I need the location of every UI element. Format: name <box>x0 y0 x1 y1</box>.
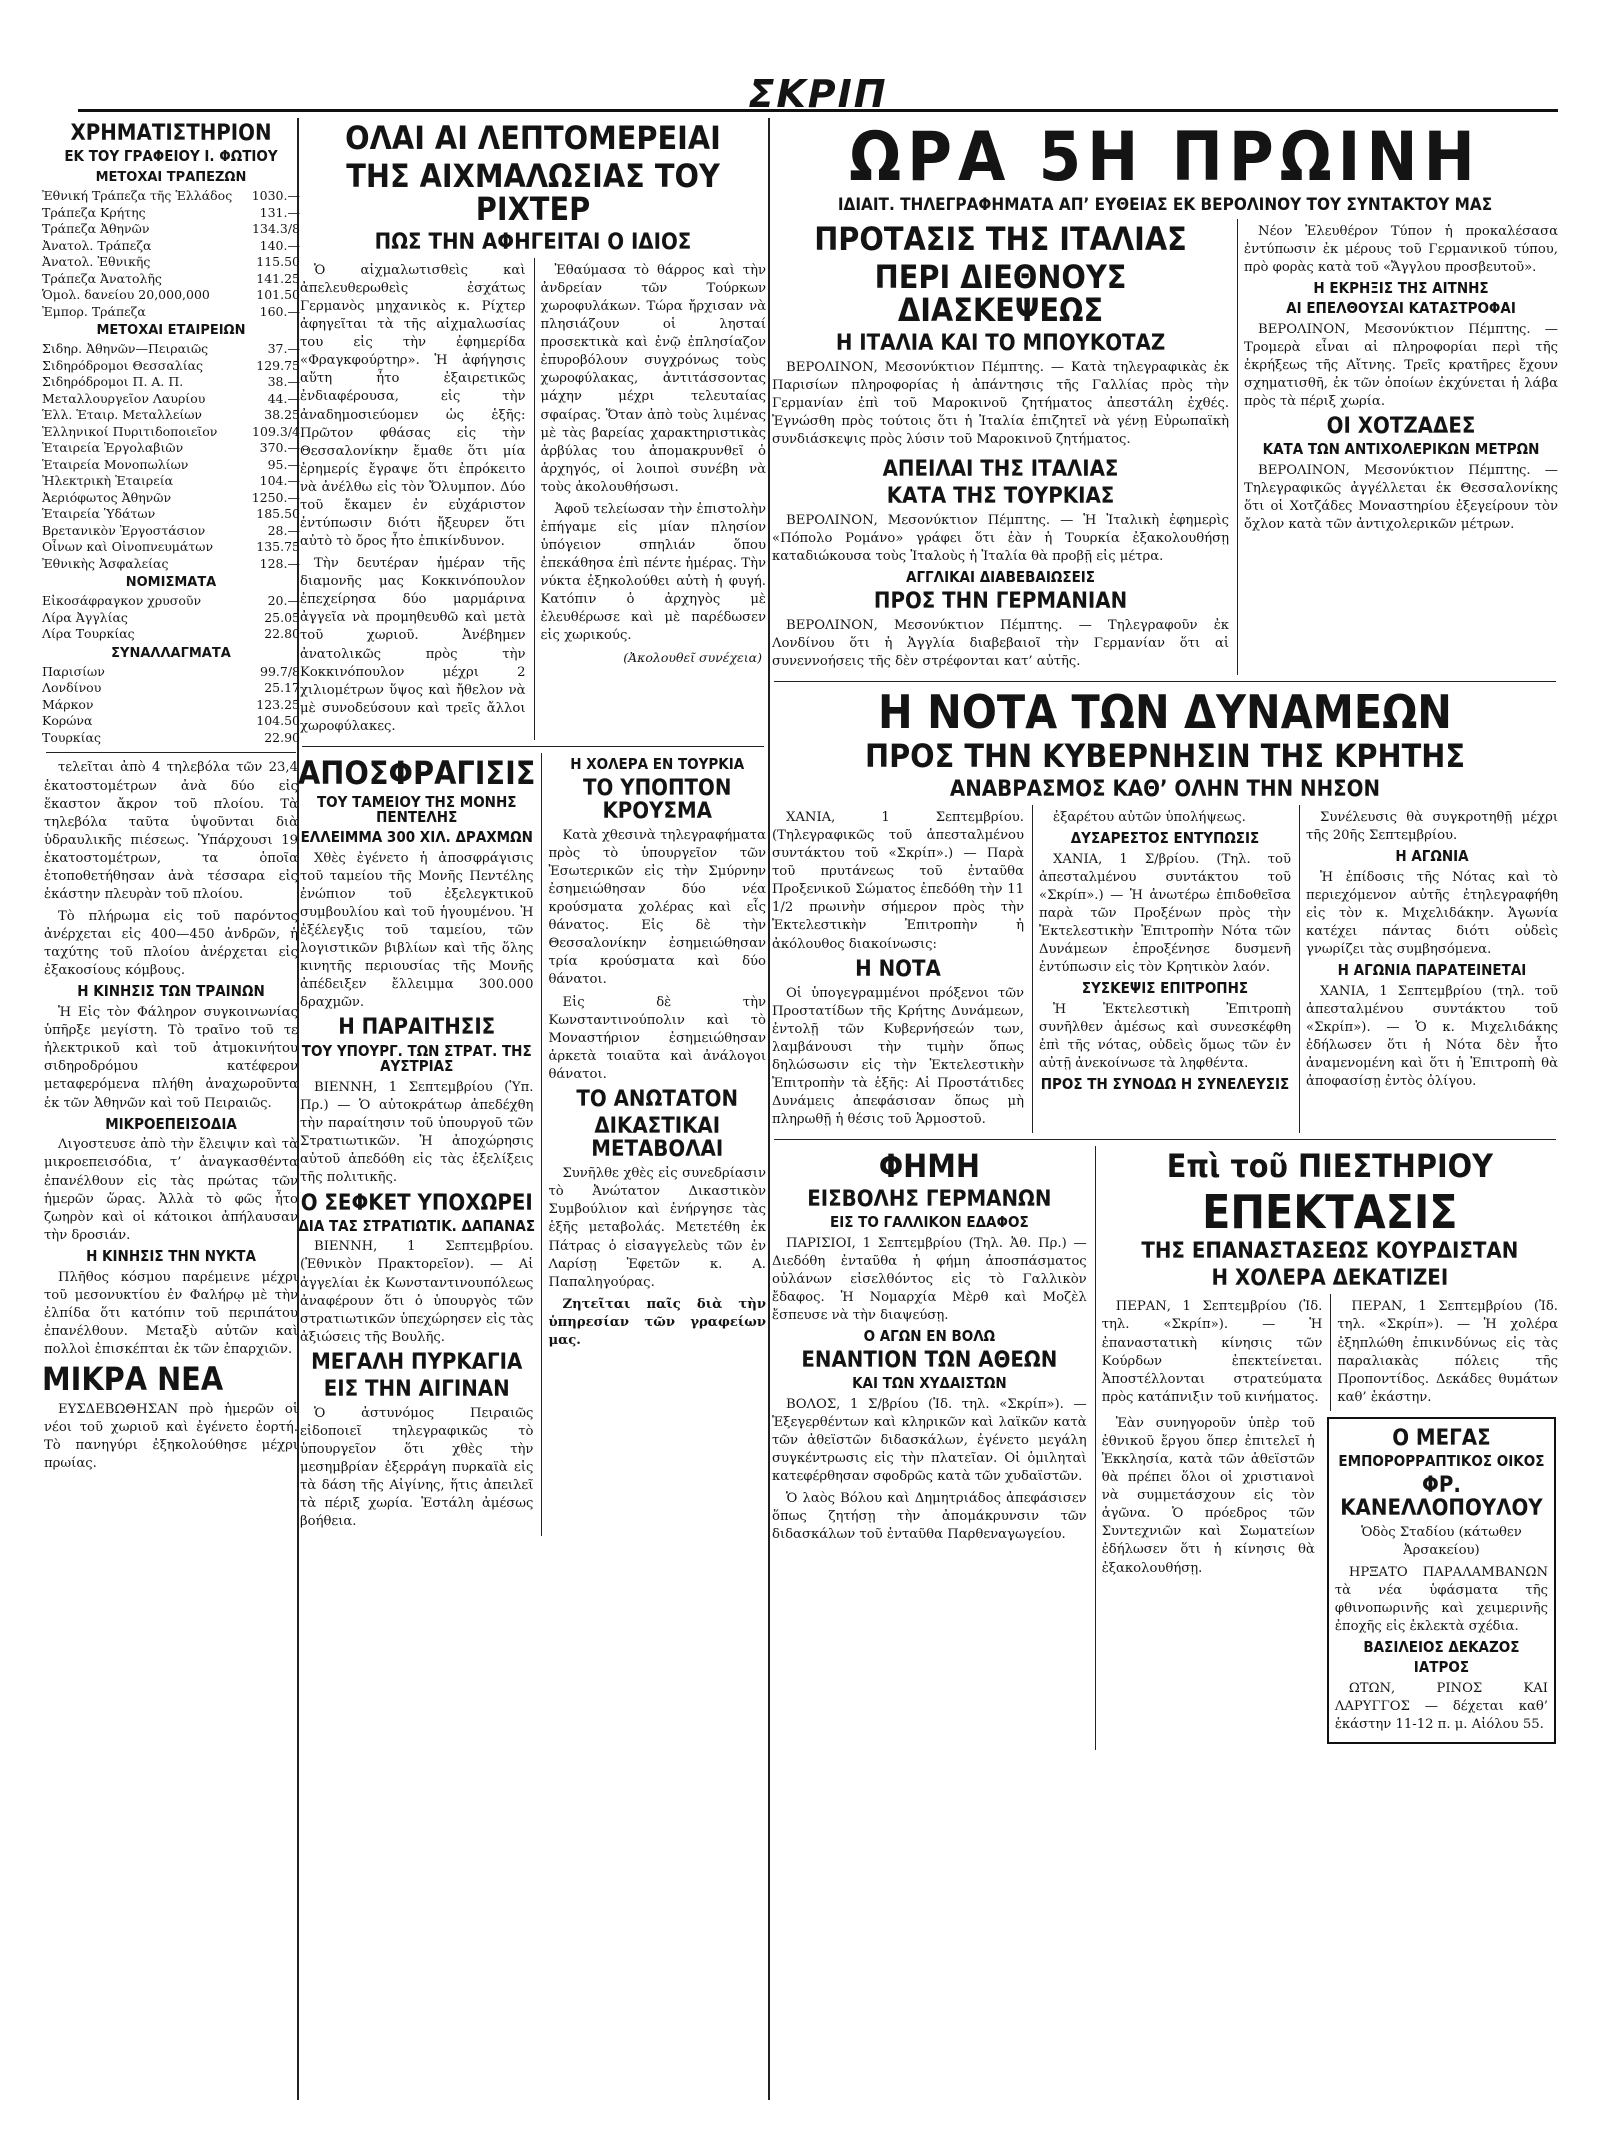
khotz-title-1: ΟΙ ΧΟΤΖΑΔΕΣ <box>1326 414 1476 440</box>
banks-heading: ΜΕΤΟΧΑΙ ΤΡΑΠΕΖΩΝ <box>95 169 247 185</box>
article-paragraph: Πλῆθος κόσμου παρέμεινε μέχρι τοῦ μεσονυκτίου ἐν Φαλήρῳ μὲ τὴν ἐλπίδα ὅτι κατόπιν τοῦ περιπάτου ἐπανέλθουν. Μεταξὺ αὐτῶν καὶ πολλοὶ ἐπισκέπται ἐκ τῶν ἐπαρχιῶν. <box>44 1269 298 1357</box>
row-value: 128.— <box>259 555 300 571</box>
coins-rows <box>42 593 300 643</box>
row-value: 101.50 <box>256 287 300 302</box>
row-value: 185.50 <box>256 506 300 522</box>
doctor-name: ΒΑΣΙΛΕΙΟΣ ΔΕΚΑΖΟΣ <box>1363 1638 1520 1657</box>
doctor-text: ΩΤΩΝ, ΡΙΝΟΣ ΚΑΙ ΛΑΡΥΓΓΟΣ — δέχεται καθ’ ἑκάστην 11-12 π. μ. Αἰόλου 55. <box>1334 1680 1548 1733</box>
row-name: Οἶνων καὶ Οἰνοπνευμάτων <box>42 539 214 555</box>
table-row <box>42 457 300 474</box>
article-paragraph: ΒΕΡΟΛΙΝΟΝ, Μεσονύκτιον Πέμπτης. — Κατὰ τηλεγραφικὰς ἐκ Παρισίων πληροφορίας ἡ ἀπάντησις τῆς Γαλλίας πρὸς τὴν Γερμανίαν ἐπὶ τοῦ Μαροκινοῦ ζητήματος ἀπεστάλη ἐχθές. Ἐγνώσθη πρὸς τούτοις ὅτι ἡ Ἰταλία ἐπιζητεῖ νὰ γένῃ Εὐρωπαϊκὴ συνδιάσκεψις πρὸς λύσιν τοῦ Μαροκινοῦ ζητήματος. <box>772 360 1230 448</box>
article-paragraph: Ἐὰν συνηγοροῦν ὑπὲρ τοῦ ἐθνικοῦ ἔργου ὅπερ ἐπιτελεῖ ἡ Ἐκκλησία, κατὰ τῶν ἀθεϊστῶν θὰ πρέπει ὅλοι οἱ χριστιανοὶ νὰ συμμετάσχουν εἰς τὸν ἀγῶνα. Ὁ πρόεδρος τῶν Συντεχνιῶν καὶ Σωματείων ἐδήλωσεν ὅτι ἡ κίνησις θὰ ἐξακολουθήσῃ. <box>1101 1415 1315 1576</box>
table-row <box>42 490 300 507</box>
italy-title-2: ΠΕΡΙ ΔΙΕΘΝΟΥΣ ΔΙΑΣΚΕΨΕΩΣ <box>874 257 1127 330</box>
nota-subhead: ΣΥΣΚΕΨΙΣ ΕΠΙΤΡΟΠΗΣ <box>1081 979 1249 998</box>
army-title: Ο ΣΕΦΚΕΤ ΥΠΟΧΩΡΕΙ <box>300 1190 533 1216</box>
row-value: 160.— <box>259 303 300 319</box>
row-name: Σιδηρ. Ἀθηνῶν—Πειραιῶς <box>42 341 209 357</box>
row-name: Τράπεζα Ἀνατολῆς <box>42 270 162 286</box>
table-row <box>42 556 300 573</box>
nota-subhead: Η ΑΓΩΝΙΑ <box>1395 847 1469 866</box>
row-name: Λίρα Ἀγγλίας <box>42 609 128 625</box>
table-row <box>42 506 300 523</box>
news-heading: ΜΙΚΡΑ ΝΕΑ <box>42 1359 224 1398</box>
row-name: Μάρκον <box>42 696 94 712</box>
article-paragraph: Εἰς δὲ τὴν Κωνσταντινούπολιν καὶ τὸ Μοναστήριον ἐσημειώθησαν ἀρκετὰ τοιαῦτα καὶ ἀνάλογοι θάνατοι. <box>548 994 766 1082</box>
row-value: 129.75 <box>256 357 300 373</box>
small-news-heading: ΜΙΚΡΟΕΠΕΙΣΟΔΙΑ <box>105 1114 237 1133</box>
volos-title-1: Ο ΑΓΩΝ ΕΝ ΒΟΛΩ <box>863 1327 996 1346</box>
ads-row <box>1100 1411 1560 1750</box>
row-name: Ἑταιρεία Ἐργολαβιῶν <box>42 440 184 456</box>
kurd-article <box>1100 1294 1560 1410</box>
article-paragraph: ΒΕΡΟΛΙΝΟΝ, Μεσονύκτιον Πέμπτης. — Ἡ Ἰταλικὴ ἐφημερὶς «Πόπολο Ρομάνο» γράφει ὅτι ἐὰν ἡ Τουρκία ἐξακολουθήσῃ καταδιώκουσα τοὺς Ἰταλοὺς ἡ Ἰταλία θὰ προβῇ εἰς μέτρα. <box>772 512 1230 564</box>
table-row <box>42 713 300 730</box>
row-name: Ἀνατολ. Ἐθνικῆς <box>42 254 151 269</box>
article-paragraph: Ἀφοῦ τελείωσαν τὴν ἐπιστολὴν ἐπήγαμε εἰς μίαν πλησίον ὑπόγειον σπηλιάν ὅπου ἐπεκάθησα ἐπὶ πέντε ἡμέρας. Τὴν νύκτα ἐξηκολούθει αὐτὴ ἡ φυγή. Κατόπιν ὁ ἀρχηγὸς μὲ ἐλευθέρωσε καὶ μὲ παρέδωσεν εἰς χωρικούς. <box>540 501 766 644</box>
article-paragraph: Συνῆλθε χθὲς εἰς συνεδρίασιν τὸ Ἀνώτατον Δικαστικὸν Συμβούλιον καὶ ἐνήργησε τὰς ἑξῆς μεταβολάς. Μετετέθη ἐκ Πάτρας ὁ εἰσαγγελεὺς τῶν ἐν Λαρίσῃ Ἐφετῶν κ. Α. Παπαληγούρας. <box>548 1166 766 1290</box>
row-value: 131.— <box>259 204 300 220</box>
row-value: 140.— <box>259 237 300 253</box>
row-name: Ἑταιρεία Ὑδάτων <box>42 506 156 522</box>
table-row <box>42 610 300 627</box>
row-value: 370.— <box>259 440 300 456</box>
divider <box>774 1139 1556 1140</box>
row-value: 123.25 <box>256 696 300 712</box>
table-row <box>42 539 300 556</box>
row-name: Μεταλλουργεῖον Λαυρίου <box>42 390 206 406</box>
article-paragraph: ἐξαρέτου αὐτῶν ὑπολήψεως. <box>1053 809 1246 825</box>
row-value: 28.— <box>267 522 300 538</box>
row-name: Τουρκίας <box>42 729 101 745</box>
row-value: 1250.— <box>251 489 300 505</box>
resign-subtitle: ΤΟΥ ΥΠΟΥΡΓ. ΤΩΝ ΣΤΡΑΤ. ΤΗΣ ΑΥΣΤΡΙΑΣ <box>301 1041 532 1076</box>
article-paragraph: Ὁ λαὸς Βόλου καὶ Δημητριάδος ἀπεφάσισεν ὅπως ζητήσῃ τὴν ἀπομάκρυνσιν τῶν διδασκάλων τοῦ ἐνταῦθα Παρθεναγωγείου. <box>772 1491 1087 1543</box>
rumor-title-1: ΦΗΜΗ <box>878 1147 980 1186</box>
coins-heading: ΝΟΜΙΣΜΑΤΑ <box>125 575 217 591</box>
eng-title-1: ΑΓΓΛΙΚΑΙ ΔΙΑΒΕΒΑΙΩΣΕΙΣ <box>906 567 1096 586</box>
table-row <box>42 304 300 321</box>
cholera-subtitle: ΤΟ ΥΠΟΠΤΟΝ ΚΡΟΥΣΜΑ <box>583 775 732 824</box>
nota-subhead: ΠΡΟΣ ΤΗ ΣΥΝΟΔΩ Η ΣΥΝΕΛΕΥΣΙΣ <box>1040 1075 1290 1094</box>
column-finance <box>42 118 300 2100</box>
row-name: Λίρα Τουρκίας <box>42 626 135 642</box>
table-row <box>42 221 300 238</box>
etna-title-2: ΑΙ ΕΠΕΛΘΟΥΣΑΙ ΚΑΤΑΣΤΡΟΦΑΙ <box>1286 299 1516 318</box>
fx-rows <box>42 664 300 747</box>
table-row <box>42 254 300 271</box>
italy-title-1: ΠΡΟΤΑΣΙΣ ΤΗΣ ΙΤΑΛΙΑΣ <box>814 220 1187 259</box>
row-name: Σιδηρόδρομοι Π. Α. Π. <box>42 374 184 390</box>
article-paragraph: Ἡ Εἰς τὸν Φάληρον συγκοινωνίας ὑπῆρξε μεγίστη. Τὸ τραῖνο τοῦ τε ἠλεκτρικοῦ καὶ τοῦ ἀτμοκινήτου σιδηροδρόμου κατέφερον μεταφερόμενα πλήθη ἀναχωροῦντα ἐκ τῶν Ἀθηνῶν καὶ τοῦ Πειραιῶς. <box>44 1005 298 1111</box>
article-paragraph: ΒΕΡΟΛΙΝΟΝ, Μεσονύκτιον Πέμπτης. — Τηλεγραφικῶς ἀγγέλλεται ἐκ Θεσσαλονίκης ὅτι οἱ Χοτζάδες Μοναστηρίου ἐξεγείρουν τὸν ὄχλον κατὰ τῶν ἀντιχολερικῶν μέτρων. <box>1244 463 1558 533</box>
article-paragraph: ΒΟΛΟΣ, 1 Σ/βρίου (Ἰδ. τηλ. «Σκρίπ»). — Ἐξεγερθέντων καὶ κληρικῶν καὶ λαϊκῶν κατὰ τῶν ἀθεϊστῶν διδασκάλων, ἐγένετο μεγάλη συγκέντρωσις εἰς τὴν πλατεῖαν. Οἱ ὁμιληταὶ κατεφέρθησαν σφοδρῶς κατὰ τῶν χυδαϊστῶν. <box>772 1396 1087 1485</box>
row-value: 99.7/8 <box>260 663 300 679</box>
article-paragraph: ΧΑΝΙΑ, 1 Σ/βρίου. (Τηλ. τοῦ ἀπεσταλμένου συντάκτου τοῦ «Σκρίπ».) — Ἡ ἀνωτέρω ἐπιδοθεῖσα παρὰ τῶν Προξένων πρὸς τὴν Ἐκτελεστικὴν Ἐπιτροπὴν Νότα τῶν Δυνάμεων ἐπροξένησε δυσμενῆ ἐντύπωσιν εἰς τὸν Κρητικὸν λαόν. <box>1039 851 1291 976</box>
nota-article <box>770 805 1560 1133</box>
article-paragraph: τελεῖται ἀπὸ 4 τηλεβόλα τῶν 23,4 ἑκατοστομέτρων ἀνὰ δύο εἰς ἕκαστον ἄκρον τοῦ πλοίου. Τὰ τηλεβόλα ταῦτα ὑψοῦνται διὰ ὑδραυλικῆς πιέσεως. Ὑπάρχουσι 19 ἑκατοστομέτρων, τα ὁποῖα ἐτοποθετήθησαν ἀνὰ τέσσαρα εἰς ἑκάστην πλευρὰν τοῦ πλοίου. <box>44 760 298 903</box>
row-value: 25.05 <box>264 609 300 625</box>
article-paragraph: ΒΙΕΝΝΗ, 1 Σεπτεμβρίου (Ὑπ. Πρ.) — Ὁ αὐτοκράτωρ ἀπεδέχθη τὴν παραίτησιν τοῦ ὑπουργοῦ τῶν Στρατιωτικῶν. Ἡ ἀποχώρησις αὐτοῦ ἀπεδόθη εἰς τὰς ἐξελίξεις τῆς πολιτικῆς. <box>300 1080 534 1186</box>
row-value: 38.— <box>267 374 300 390</box>
table-row <box>42 473 300 490</box>
nota-subhead: Η ΑΓΩΝΙΑ ΠΑΡΑΤΕΙΝΕΤΑΙ <box>1337 961 1527 980</box>
article-paragraph: Ὁ ἀστυνόμος Πειραιῶς εἰδοποιεῖ τηλεγραφικῶς τὸ ὑπουργεῖον ὅτι χθὲς τὴν μεσημβρίαν ἐξερράγη πυρκαϊὰ εἰς τὰ δάση τῆς Αἰγίνης, ἥτις ἀπειλεῖ τὰ πέριξ χωρία. Ἐστάλη ἀμέσως βοήθεια. <box>300 1406 534 1530</box>
italy-title-3: Η ΙΤΑΛΙΑ ΚΑΙ ΤΟ ΜΠΟΥΚΟΤΑΖ <box>835 331 1166 357</box>
companies-heading: ΜΕΤΟΧΑΙ ΕΤΑΙΡΕΙΩΝ <box>96 323 246 338</box>
shop-text: ΗΡΞΑΤΟ ΠΑΡΑΛΑΜΒΑΝΩΝ τὰ νέα ὑφάσματα τῆς φθινοπωρινῆς καὶ χειμερινῆς ἐποχῆς εἰς ἐκλεκτὰ σχέδια. <box>1334 1565 1548 1635</box>
lower-articles <box>298 753 768 1536</box>
divider <box>46 752 296 753</box>
table-row <box>42 205 300 222</box>
table-row <box>42 238 300 255</box>
table-row <box>42 341 300 358</box>
row-value: 135.75 <box>256 539 300 555</box>
kurd-title-2: ΤΗΣ ΕΠΑΝΑΣΤΑΣΕΩΣ ΚΟΥΡΔΙΣΤΑΝ <box>1141 1239 1519 1265</box>
table-row <box>42 680 300 697</box>
fire-subtitle: ΕΙΣ ΤΗΝ ΑΙΓΙΝΑΝ <box>323 1376 510 1402</box>
row-name: Ἐθνική Τράπεζα τῆς Ἑλλάδος <box>42 188 233 203</box>
row-name: Κορώνα <box>42 713 93 729</box>
table-row <box>42 730 300 747</box>
khotz-title-2: ΚΑΤΑ ΤΩΝ ΑΝΤΙΧΟΛΕΡΙΚΩΝ ΜΕΤΡΩΝ <box>1262 440 1540 459</box>
article-paragraph: Νέον Ἐλευθέρον Τύπον ἡ προκαλέσασα ἐντύπωσιν ἐκ μέρους τοῦ Γερμανικοῦ τύπου, πρὸ φορὰς κατὰ τοῦ «Ἄγγλου προσβευτοῦ». <box>1244 224 1558 276</box>
article-paragraph: ΒΕΡΟΛΙΝΟΝ, Μεσονύκτιον Πέμπτης. — Τρομερὰ εἶναι αἱ πληροφορίαι περὶ τῆς ἐκρήξεως τῆς Αἴτνης. Τρεῖς κρατῆρες ἔχουν σχηματισθῆ, ἐκ τῶν ὁποίων ἐκχύνεται ἡ λάβα πρὸς τὰ πέριξ χωρία. <box>1244 321 1558 410</box>
article-paragraph: ΠΕΡΑΝ, 1 Σεπτεμβρίου (Ἰδ. τηλ. «Σκρίπ»). — Ἡ χολέρα ἐξηπλώθη ἐπικινδύνως εἰς τὰς παραλιακὰς πόλεις τῆς Προποντίδος. Δεκάδες θυμάτων καθ’ ἑκάστην. <box>1337 1299 1558 1405</box>
resign-title: Η ΠΑΡΑΙΤΗΣΙΣ <box>338 1015 496 1041</box>
table-row <box>42 391 300 408</box>
row-name: Ὁμολ. δανείου 20,000,000 <box>42 287 210 302</box>
article-paragraph: Συνέλευσις θὰ συγκροτηθῇ μέχρι τῆς 20ῆς Σεπτεμβρίου. <box>1306 809 1558 844</box>
article-paragraph: ΒΙΕΝΝΗ, 1 Σεπτεμβρίου. (Ἐθνικὸν Πρακτορεῖον). — Αἱ ἀγγελίαι ἐκ Κωνσταντινουπόλεως ἀναφέρουν ὅτι ὁ ὑπουργὸς τῶν στρατιωτικῶν ὑπεχώρησεν εἰς τὰς ἀξιώσεις τῆς Βουλῆς. <box>300 1239 534 1345</box>
trains-heading: Η ΚΙΝΗΣΙΣ ΤΩΝ ΤΡΑΙΝΩΝ <box>77 982 265 1001</box>
nota-title-1: Η ΝΟΤΑ ΤΩΝ ΔΥΝΑΜΕΩΝ <box>878 685 1452 739</box>
press-title: Επὶ τοῦ ΠΙΕΣΤΗΡΙΟΥ <box>1166 1147 1493 1186</box>
richter-title-2: ΤΗΣ ΑΙΧΜΑΛΩΣΙΑΣ ΤΟΥ ΡΙΧΤΕΡ <box>346 156 720 229</box>
companies-rows <box>42 341 300 572</box>
exchange-table <box>42 169 300 747</box>
shop-address: Ὁδὸς Σταδίου (κάτωθεν Ἀρσακείου) <box>1361 1524 1522 1558</box>
doctor-title: ΙΑΤΡΟΣ <box>1413 1658 1470 1677</box>
nota-inner-title: Η ΝΟΤΑ <box>855 956 941 982</box>
row-value: 44.— <box>267 390 300 406</box>
article-paragraph: Ἐθαύμασα τὸ θάρρος καὶ τὴν ἀνδρείαν τῶν Τούρκων χωροφυλάκων. Τώρα ἤρχισαν νὰ πλησιάζουν οἱ λησταί προσεκτικὰ καὶ ἐνῷ ἐπλησίαζον ἐπυροβόλουν συγχρόνως τοὺς χωροφύλακας, ἀντιτάσσοντας μάχην μέχρι τελευταίας σφαίρας. Ὅταν ἀπὸ τοὺς λιμένας μὲ τὰς βαρείας χαρακτηριστικὰς ἀρβύλας του ἀπομακρυνθεῖ ὁ ἀρχηγός, οἱ λοιποὶ συνέβη νὰ τοὺς ἀκολουθήσωσι. <box>540 262 766 495</box>
threat-title-1: ΑΠΕΙΛΑΙ ΤΗΣ ΙΤΑΛΙΑΣ <box>882 456 1119 482</box>
article-paragraph: Οἱ ὑπογεγραμμένοι πρόξενοι τῶν Προστατίδων τῆς Κρήτης Δυνάμεων, ἐντολῇ τῶν Κυβερνήσεών των, λαμβάνουσι τὴν τιμὴν ὅπως δηλώσωσιν εἰς τὴν Ἐκτελεστικὴν Ἐπιτροπὴν τὰ ἑξῆς: Αἱ Προστάτιδες Δυνάμεις ἀπεφάσισαν ὅπως μὴ πληρωθῇ ἡ θέσις τοῦ Ἁρμοστοῦ. <box>772 985 1024 1128</box>
etna-title-1: Η ΕΚΡΗΞΙΣ ΤΗΣ ΑΙΤΝΗΣ <box>1313 279 1489 298</box>
row-value: 115.50 <box>256 254 300 269</box>
row-value: 134.3/8 <box>252 221 300 236</box>
table-row <box>42 188 300 205</box>
article-paragraph: ΧΑΝΙΑ, 1 Σεπτεμβρίου. (Τηλεγραφικῶς τοῦ ἀπεσταλμένου συντάκτου τοῦ «Σκρίπ».) — Παρὰ τοῦ πρυτάνεως τοῦ ἐνταῦθα Προξενικοῦ Σώματος ἐπεδόθη τὴν 11 1/2 πρωινὴν σήμερον πρὸς τὴν Ἐκτελεστικὴν Ἐπιτροπὴν ἡ ἀκόλουθος διακοίνωσις: <box>772 809 1024 952</box>
richter-title: ΟΛΑΙ ΑΙ ΛΕΠΤΟΜΕΡΕΙΑΙ <box>345 119 721 157</box>
seal-subtitle-2: ΕΛΛΕΙΜΜΑ 300 ΧΙΛ. ΔΡΑΧΜΩΝ <box>300 828 533 846</box>
exchange-subtitle: ΕΚ ΤΟΥ ΓΡΑΦΕΙΟΥ Ι. ΦΩΤΙΟΥ <box>64 147 278 166</box>
shop-title-1: Ο ΜΕΓΑΣ <box>1392 1425 1491 1451</box>
column-telegrams <box>770 118 1560 2100</box>
nota-title-2: ΠΡΟΣ ΤΗΝ ΚΥΒΕΡΝΗΣΙΝ ΤΗΣ ΚΡΗΤΗΣ <box>864 737 1466 776</box>
article-paragraph: Χθὲς ἐγένετο ἡ ἀποσφράγισις τοῦ ταμείου τῆς Μονῆς Πεντέλης ἐνώπιον τοῦ ἐξελεγκτικοῦ συμβουλίου καὶ τοῦ ἡγουμένου. Ἡ ἐξέλεγξις τοῦ ταμείου, τῶν λογιστικῶν βιβλίων καὶ τῆς ὅλης κινητῆς περιουσίας τῆς Μονῆς ἀπέδειξεν ἔλλειμμα 300.000 δραχμῶν. <box>300 850 534 1011</box>
richter-subtitle: ΠΩΣ ΤΗΝ ΑΦΗΓΕΙΤΑΙ Ο ΙΔΙΟΣ <box>374 229 692 255</box>
row-value: 141.25 <box>256 270 300 286</box>
seal-subtitle: ΤΟΥ ΤΑΜΕΙΟΥ ΤΗΣ ΜΟΝΗΣ ΠΕΝΤΕΛΗΣ <box>316 792 517 827</box>
nota-subhead: ΔΥΣΑΡΕΣΤΟΣ ΕΝΤΥΠΩΣΙΣ <box>1070 829 1260 848</box>
row-name: Τράπεζα Ἀθηνῶν <box>42 221 150 236</box>
paper-name: ΣΚΡΙΠ <box>748 72 888 116</box>
row-name: Τράπεζα Κρήτης <box>42 204 146 220</box>
army-subtitle: ΔΙΑ ΤΑΣ ΣΤΡΑΤΙΩΤΙΚ. ΔΑΠΑΝΑΣ <box>298 1216 536 1235</box>
row-name: Παρισίων <box>42 663 105 679</box>
row-name: Ἀεριόφωτος Ἀθηνῶν <box>42 489 172 505</box>
row-value: 38.25 <box>264 407 300 423</box>
banks-rows <box>42 188 300 320</box>
table-row <box>42 626 300 643</box>
nota-title-3: ΑΝΑΒΡΑΣΜΟΣ ΚΑΘ’ ΟΛΗΝ ΤΗΝ ΝΗΣΟΝ <box>949 776 1381 802</box>
table-row <box>42 697 300 714</box>
row-name: Ἐμπορ. Τράπεζα <box>42 303 146 319</box>
article-paragraph: ΕΥΣΔΕΒΩΘΗΣΑΝ πρὸ ἡμερῶν οἱ νέοι τοῦ χωριοῦ καὶ ἐγένετο ἐορτή. Τὸ πανηγύρι ἐξηκολούθησε μέχρι πρωίας. <box>44 1401 298 1471</box>
flash-title: ΩΡΑ 5Η ΠΡΩΙΝΗ <box>849 118 1481 197</box>
masthead <box>78 72 1558 116</box>
table-row <box>42 358 300 375</box>
article-paragraph: ΠΕΡΑΝ, 1 Σεπτεμβρίου (Ἰδ. τηλ. «Σκρίπ»). — Ἡ ἐπαναστατικὴ κίνησις τῶν Κούρδων ἐπεκτείνεται. Ἀποστέλλονται στρατεύματα πρὸς κατάπνιξιν τοῦ κινήματος. <box>1101 1299 1323 1405</box>
article-paragraph: ΠΑΡΙΣΙΟΙ, 1 Σεπτεμβρίου (Τηλ. Ἀθ. Πρ.) — Διεδόθη ἐνταῦθα ἡ φήμη ἀποσπάσματος οὐλάνων εἰσελθόντος εἰς τὸ Γαλλικὸν ἔδαφος. Ἡ Νομαρχία Μὲρθ καὶ Μοζὲλ ἔσπευσε νὰ τὴν διαψεύσῃ. <box>772 1235 1087 1324</box>
table-row <box>42 287 300 304</box>
table-row <box>42 407 300 424</box>
row-name: Λονδίνου <box>42 680 102 696</box>
article-paragraph: Κατὰ χθεσινὰ τηλεγραφήματα πρὸς τὸ ὑπουργεῖον τῶν Ἐσωτερικῶν εἰς τὴν Σμύρνην ἐσημειώθησαν δύο νέα κρούσματα χολέρας καὶ εἷς θάνατος. Εἰς δὲ τὴν Θεσσαλονίκην ἐσημειώθησαν τρία κρούσματα καὶ δύο θάνατοι. <box>548 827 766 988</box>
continued-note: (Ἀκολουθεῖ συνέχεια) <box>623 649 762 665</box>
exchange-title: ΧΡΗΜΑΤΙΣΤΗΡΙΟΝ <box>70 121 272 146</box>
row-value: 1030.— <box>251 188 300 203</box>
shop-ad <box>1327 1417 1556 1744</box>
eng-title-2: ΠΡΟΣ ΤΗΝ ΓΕΡΜΑΝΙΑΝ <box>873 588 1128 614</box>
row-value: 25.17 <box>264 680 300 696</box>
row-value: 104.— <box>259 473 300 489</box>
divider <box>302 746 764 747</box>
sub-telegrams <box>770 454 1231 676</box>
top-telegrams <box>770 219 1560 675</box>
row-value: 109.3/4 <box>252 423 300 439</box>
fire-title: ΜΕΓΑΛΗ ΠΥΡΚΑΓΙΑ <box>311 1349 523 1375</box>
seal-title: ΑΠΟΣΦΡΑΓΙΣΙΣ <box>298 753 536 792</box>
shop-title-2: ΕΜΠΟΡΟΡΡΑΠΤΙΚΟΣ ΟΙΚΟΣ <box>1338 1451 1545 1470</box>
row-name: Ἠλεκτρικὴ Ἑταιρεία <box>42 473 174 489</box>
table-row <box>42 271 300 288</box>
row-value: 20.— <box>267 593 300 609</box>
volos-title-3: ΚΑΙ ΤΩΝ ΧΥΔΑΙΣΤΩΝ <box>852 1374 1007 1392</box>
article-paragraph: Ὁ αἰχμαλωτισθεὶς καὶ ἀπελευθερωθεὶς ἐσχάτως Γερμανὸς μηχανικὸς κ. Ρίχτερ ἀφηγεῖται τὰ τῆς αἰχμαλωσίας του εἰς τὴν ἐφημερίδα «Φραγκφούρτηρ». Ἡ ἀφήγησις αὕτη ἦτο ἐξαιρετικῶς ἐνδιαφέρουσα, εἰς τὴν ἀναδημοσιεύομεν ὡς ἑξῆς: Πρῶτον φθάσας εἰς τὴν Θεσσαλονίκην ἔμαθε ὅτι μία ἐρημερίς ἔγραψε ὅτι ἐπρόκειτο νὰ ἀνέλθω εἰς τὸν Ὄλυμπον. Δύο τοῦ ἔκαμεν ἐν εὐχάριστον ἐντύπωσιν διότι ἤξευρεν ὅτι αὐτὸ τὸ ὄρος ἦτο ἐπικίνδυνον. <box>300 262 526 550</box>
table-row <box>42 440 300 457</box>
table-row <box>42 523 300 540</box>
row-value: 37.— <box>267 341 300 357</box>
article-paragraph: Λιγοστευσε ἀπὸ τὴν ἔλειψιν καὶ τὰ μικροεπεισόδια, τ’ ἀναγκασθέντα ἐπανέλθουν εἰς τὰς πρώτας τῶν ἡμερῶν ὥρας. Ἀλλὰ τὸ φῶς ἦτο ζωηρὸν καὶ οἱ κάτοικοι ἀπήλαυσαν τὴν δροσιάν. <box>44 1137 298 1243</box>
threat-title-2: ΚΑΤΑ ΤΗΣ ΤΟΥΡΚΙΑΣ <box>886 483 1115 509</box>
kurd-title-3: Η ΧΟΛΕΡΑ ΔΕΚΑΤΙΖΕΙ <box>1211 1266 1449 1292</box>
masthead-rule <box>78 109 1558 112</box>
flash-subtitle: ΙΔΙΑΙΤ. ΤΗΛΕΓΡΑΦΗΜΑΤΑ ΑΠ’ ΕΥΘΕΙΑΣ ΕΚ ΒΕΡΟΛΙΝΟΥ ΤΟΥ ΣΥΝΤΑΚΤΟΥ ΜΑΣ <box>837 195 1493 216</box>
column-middle <box>298 118 768 2100</box>
richter-article <box>298 258 768 740</box>
court-subtitle: ΔΙΚΑΣΤΙΚΑΙ ΜΕΤΑΒΟΛΑΙ <box>591 1114 724 1163</box>
row-value: 22.80 <box>264 626 300 642</box>
article-paragraph: ΒΕΡΟΛΙΝΟΝ, Μεσονύκτιον Πέμπτης. — Τηλεγραφοῦν ἐκ Λονδίνου ὅτι ἡ Ἀγγλία διαβεβαιοῖ τὴν Γερμανίαν ὅτι αἱ συνεννοήσεις τῆς δὲν στρέφονται κατ’ αὐτῆς. <box>772 617 1230 669</box>
row-name: Ἑλληνικοί Πυριτιδοποιεῖον <box>42 423 218 439</box>
bottom-section <box>770 1146 1560 1750</box>
table-row <box>42 664 300 681</box>
row-value: 95.— <box>267 456 300 472</box>
article-paragraph: Ἡ Ἐκτελεστικὴ Ἐπιτροπὴ συνῆλθεν ἀμέσως καὶ συνεσκέφθη ἐπὶ τῆς νότας, οὐδεὶς ὅμως τῶν ἐν αὐτῇ ἀνεκοίνωσε τὰ ληφθέντα. <box>1039 1002 1291 1072</box>
volos-title-2: ΕΝΑΝΤΙΟΝ ΤΩΝ ΑΘΕΩΝ <box>801 1347 1058 1373</box>
row-value: 104.50 <box>256 713 300 729</box>
night-heading: Η ΚΙΝΗΣΙΣ ΤΗΝ ΝΥΚΤΑ <box>86 1246 256 1265</box>
table-row <box>42 424 300 441</box>
row-name: Ἀνατολ. Τράπεζα <box>42 237 152 253</box>
row-name: Ἐθνικὴς Ἀσφαλείας <box>42 555 169 571</box>
row-name: Σιδηρόδρομοι Θεσσαλίας <box>42 357 204 373</box>
row-value: 22.90 <box>264 729 300 745</box>
cholera-title: Η ΧΟΛΕΡΑ ΕΝ ΤΟΥΡΚΙΑ <box>570 754 745 773</box>
article-paragraph: Τὸ πλήρωμα εἰς τοῦ παρόντος ἀνέρχεται εἰς 400—450 ἀνδρῶν, ἡ ταχύτης τοῦ πλοίου ἀνέρχεται εἰς ἐξακοσίους κόμβους. <box>44 909 298 979</box>
court-title: ΤΟ ΑΝΩΤΑΤΟΝ <box>576 1086 739 1112</box>
row-name: Ἑλλ. Ἑταιρ. Μεταλλείων <box>42 407 203 423</box>
kurd-title-1: ΕΠΕΚΤΑΣΙΣ <box>1202 1184 1458 1239</box>
row-name: Εἰκοσάφραγκον χρυσοῦν <box>42 593 202 609</box>
classified-note: Ζητεῖται παῖς διὰ τὴν ὑπηρεσίαν τῶν γραφείων μας. <box>548 1296 766 1348</box>
table-row <box>42 374 300 391</box>
table-row <box>42 593 300 610</box>
rumor-title-3: ΕΙΣ ΤΟ ΓΑΛΛΙΚΟΝ ΕΔΑΦΟΣ <box>830 1213 1029 1232</box>
article-paragraph: ΧΑΝΙΑ, 1 Σεπτεμβρίου (τηλ. τοῦ ἀπεσταλμένου συντάκτου τοῦ «Σκρίπ»). — Ὁ κ. Μιχελιδάκης ἐδήλωσεν ὅτι ἡ Νότα δὲν ἦτο ἀναμενομένη καὶ ὅτι ἡ Ἐπιτροπὴ θὰ ἀποφασίσῃ ἐντὸς ὀλίγου. <box>1306 984 1558 1090</box>
divider <box>774 681 1556 682</box>
row-name: Ἑταιρεία Μονοπωλίων <box>42 456 189 472</box>
row-name: Βρετανικὸν Ἐργοστάσιον <box>42 522 206 538</box>
article-paragraph: Ἡ ἐπίδοσις τῆς Νότας καὶ τὸ περιεχόμενον αὐτῆς ἐτηλεγραφήθη εἰς τὸν κ. Μιχελιδάκην. Ἀγωνία κατέχει πάντας διότι οὐδεὶς γνωρίζει τὰς συμβησόμενα. <box>1306 869 1558 958</box>
article-paragraph: Τὴν δευτέραν ἡμέραν τῆς διαμονῆς μας Κοκκινόπουλον ἐπεχείρησα δύο μαρμάρινα ἀγγεῖα νὰ προμηθευθῶ καὶ μετὰ τοῦ χωριοῦ. Ἀνέβημεν ἀνατολικῶς πρὸς τὴν Κοκκινόπουλον μέχρι 2 χιλιομέτρων ὕψος καὶ ἤθελον νὰ μὲ συνοδεύσουν καὶ τρεῖς ἄλλοι χωροφύλακες. <box>300 556 526 734</box>
rumor-title-2: ΕΙΣΒΟΛΗΣ ΓΕΡΜΑΝΩΝ <box>807 1186 1052 1212</box>
shop-title-3: ΦΡ. ΚΑΝΕΛΛΟΠΟΥΛΟΥ <box>1340 1472 1543 1521</box>
fx-heading: ΣΥΝΑΛΛΑΓΜΑΤΑ <box>111 645 231 661</box>
